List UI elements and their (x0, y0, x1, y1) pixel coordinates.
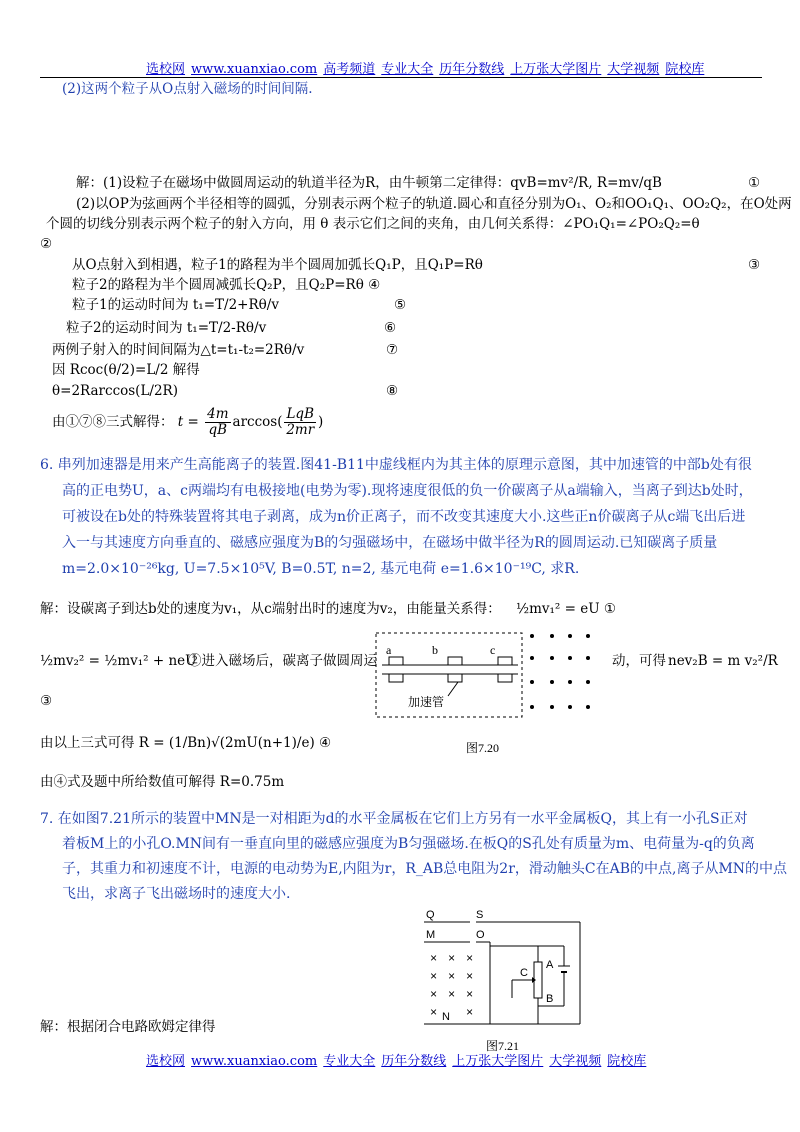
svg-text:×: × (448, 970, 456, 984)
q6-sol4: 由以上三式可得 R = (1/Bn)√(2mU(n+1)/e) ④ (40, 735, 332, 751)
svg-text:×: × (466, 1006, 474, 1020)
electrode-c-top (498, 657, 512, 665)
q6-sol2-eq: ½mv₂² = ½mv₁² + neU (40, 653, 197, 669)
q7-sol: 解：根据闭合电路欧姆定律得 (40, 1019, 216, 1035)
q7-line4: 飞出，求离子飞出磁场时的速度大小. (62, 886, 291, 902)
q6-line3: 可被设在b处的特殊装置将其电子剥离，成为n价正离子，而不改变其速度大小.这些正n价碳离子从c端飞出后进 (62, 509, 746, 525)
q7-line3: 子，其重力和初速度不计，电源的电动势为E,内阻为r，R_AB总电阻为2r，滑动触头C在AB的中点,离子从MN的中点 (62, 861, 788, 877)
q5-sol2b: 个圆的切线分别表示两个粒子的射入方向，用 θ 表示它们之间的夹角，由几何关系得：∠PO₁Q₁=∠PO₂Q₂=θ (46, 216, 700, 232)
footer-link-1[interactable]: www.xuanxiao.com (191, 1054, 318, 1069)
q5-line6-num: ⑥ (384, 320, 397, 336)
q5-part2: (2)这两个粒子从O点射入磁场的时间间隔. (62, 81, 313, 97)
footer-link-6[interactable]: 院校库 (607, 1054, 647, 1069)
q7-line2: 着板M上的小孔O.MN间有一垂直向里的磁感应强度为B匀强磁场.在板Q的S孔处有质量为m、电荷量为-q的负离 (62, 836, 755, 852)
footer-links (146, 1050, 652, 1069)
header-divider (40, 77, 762, 78)
q5-line7: 两例子射入的时间间隔为△t=t₁-t₂=2Rθ/v (52, 342, 305, 358)
label-c: c (490, 643, 496, 657)
q6-line1: 6. 串列加速器是用来产生高能离子的装置.图41-B11中虚线框内为其主体的原理示意图，其中加速管的中部b处有很 (40, 457, 752, 473)
svg-text:×: × (466, 970, 474, 984)
q5-line7-num: ⑦ (386, 342, 399, 358)
q5-line5-num: ⑤ (394, 297, 407, 313)
q6-sol3: ③ (40, 693, 53, 709)
tube-label-pointer (448, 682, 458, 696)
q5-sol2c: ② (40, 236, 53, 252)
svg-text:×: × (430, 988, 438, 1002)
label-N: N (442, 1011, 450, 1023)
header-link-7[interactable]: 院校库 (665, 62, 705, 77)
header-link-3[interactable]: 专业大全 (381, 62, 434, 77)
q6-sol2-right: 动，可得 (612, 653, 666, 669)
electrode-a-top (389, 657, 403, 665)
q5-line3-num: ③ (748, 257, 761, 273)
q6-sol5: 由④式及题中所给数值可解得 R=0.75m (40, 774, 285, 790)
label-S: S (476, 909, 484, 921)
q6-sol2-right-eq: nev₂B = m v₂²/R (668, 653, 778, 669)
electrode-c-bottom (498, 674, 512, 682)
q6-sol1: 解：设碳离子到达b处的速度为v₁，从c端射出时的速度为v₂，由能量关系得： (40, 601, 501, 617)
q5-line8: 因 Rcoc(θ/2)=L/2 解得 (52, 362, 200, 378)
q6-sol2-text: ②进入磁场后，碳离子做圆周运 (188, 653, 377, 669)
header-link-1[interactable]: www.xuanxiao.com (191, 62, 318, 77)
svg-text:×: × (466, 988, 474, 1002)
header-link-6[interactable]: 大学视频 (607, 62, 660, 77)
figure-7-21 (420, 906, 590, 1052)
header-link-4[interactable]: 历年分数线 (439, 62, 505, 77)
fraction-LqB-2mr: $\frac{\text{LqB}}{2mr}$ (286, 406, 315, 438)
footer-link-3[interactable]: 历年分数线 (381, 1054, 447, 1069)
header-links (146, 58, 710, 77)
footer-link-2[interactable]: 专业大全 (323, 1054, 376, 1069)
electrode-a-bottom (389, 674, 403, 682)
label-a: a (386, 643, 392, 657)
electrode-b-bottom (448, 674, 462, 682)
field-crosses (430, 952, 473, 1020)
q7-line1: 7. 在如图7.21所示的装置中MN是一对相距为d的水平金属板在它们上方另有一水平金属板Q，其上有一小孔S正对 (40, 811, 748, 827)
label-C: C (520, 967, 528, 979)
label-A: A (546, 959, 554, 971)
q5-sol2a: (2)以OP为弦画两个半径相等的圆弧，分别表示两个粒子的轨道.圆心和直径分别为O₁、O₂和OO₁Q₁、OO₂Q₂，在O处两 (76, 196, 792, 212)
q5-sol1-num: ① (748, 175, 761, 191)
footer-link-5[interactable]: 大学视频 (549, 1054, 602, 1069)
q5-sol1: 解：(1)设粒子在磁场中做圆周运动的轨道半径为R，由牛顿第二定律得：qvB=mv²/R, R=mv/qB (76, 175, 662, 191)
q5-line4: 粒子2的路程为半个圆周减弧长Q₂P，且Q₂P=Rθ ④ (72, 277, 381, 293)
figure-7-20 (370, 630, 592, 760)
q6-line2: 高的正电势U，a、c两端均有电极接地(电势为零).现将速度很低的负一价碳离子从a端输入，当离子到达b处时， (62, 483, 753, 499)
figure-7-21-caption: 图7.21 (486, 1039, 520, 1052)
header-link-5[interactable]: 上万张大学图片 (510, 62, 602, 77)
svg-text:×: × (430, 1006, 438, 1020)
magnetic-field-dots (530, 634, 590, 709)
tube-label: 加速管 (408, 695, 445, 709)
q5-line3: 从O点射入到相遇，粒子1的路程为半个圆周加弧长Q₁P，且Q₁P=Rθ (72, 257, 483, 273)
q5-line9: θ=2Rarccos(L/2R) (52, 383, 178, 399)
footer-link-0[interactable]: 选校网 (146, 1054, 186, 1069)
svg-text:×: × (466, 952, 474, 966)
fraction-4m-qB: $\frac{4m}{qB}$ (207, 406, 229, 438)
header-link-2[interactable]: 高考频道 (323, 62, 376, 77)
svg-text:×: × (430, 952, 438, 966)
label-O: O (476, 929, 485, 941)
figure-7-20-caption: 图7.20 (466, 741, 500, 755)
footer-link-4[interactable]: 上万张大学图片 (452, 1054, 544, 1069)
label-Q: Q (426, 909, 435, 921)
q5-line9-num: ⑧ (386, 383, 399, 399)
label-B: B (546, 993, 554, 1005)
label-M: M (426, 929, 436, 941)
header-link-0[interactable]: 选校网 (146, 62, 186, 77)
q5-final-equation: 由①⑦⑧三式解得： t = $\frac{4m}{qB}$ arccos( $\frac{\text{LqB}}{2mr}$ ) (52, 406, 324, 438)
q6-line4: 入一与其速度方向垂直的、磁感应强度为B的匀强磁场中，在磁场中做半径为R的圆周运动.已知碳离子质量 (62, 535, 718, 551)
q6-sol1-eq: ½mv₁² = eU ① (516, 601, 616, 617)
q5-line6: 粒子2的运动时间为 t₁=T/2-Rθ/v (66, 320, 267, 336)
svg-text:×: × (430, 970, 438, 984)
q6-line5: m=2.0×10⁻²⁶kg, U=7.5×10⁵V, B=0.5T, n=2, 基元电荷 e=1.6×10⁻¹⁹C, 求R. (62, 561, 580, 577)
svg-text:×: × (448, 988, 456, 1002)
svg-text:×: × (448, 952, 456, 966)
q5-line5: 粒子1的运动时间为 t₁=T/2+Rθ/v (72, 297, 279, 313)
label-b: b (432, 643, 438, 657)
electrode-b-top (448, 657, 462, 665)
